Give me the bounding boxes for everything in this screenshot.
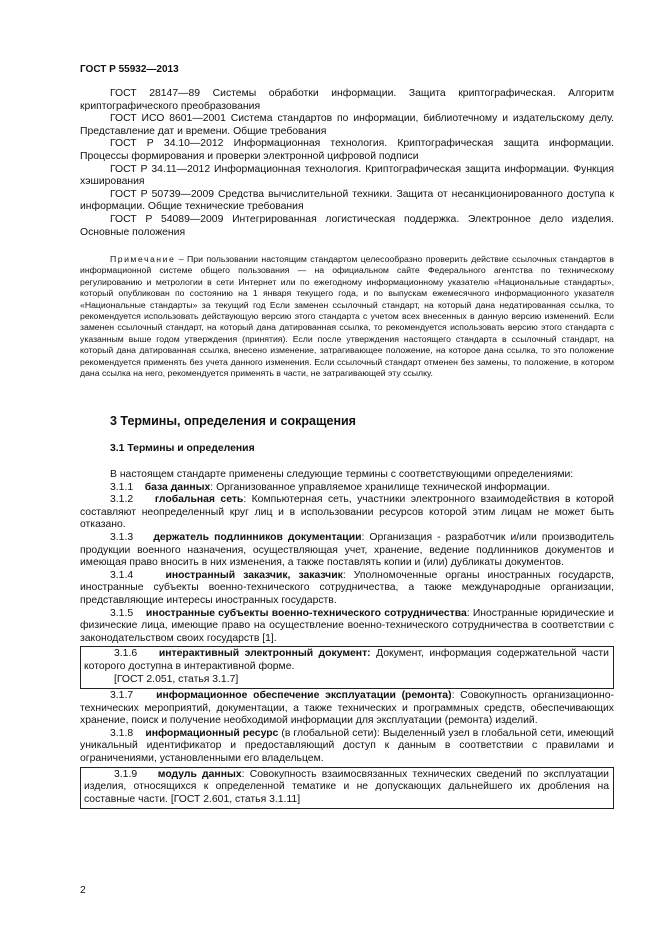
term-name: интерактивный электронный документ: [158, 648, 371, 660]
term-name: иностранные субъекты военно-технического сотрудничества [145, 607, 467, 619]
term-name: модуль данных [157, 768, 242, 780]
term-entry: 3.1.7 информационное обеспечение эксплуатации (ремонта): Совокупность организационно-технических мероприятий, документации, а также технических и программных средств, обеспечивающих хранение, поиск и получение необходимой информации для эксплуатации (ремонта) изделий. [80, 690, 614, 727]
reference-item: ГОСТ 28147—89 Системы обработки информации. Защита криптографическая. Алгоритм криптографического преобразования [80, 88, 614, 112]
term-name: база данных [144, 481, 211, 493]
reference-item: ГОСТ Р 50739—2009 Средства вычислительной техники. Защита от несанкционированного доступа к информации. Общие технические требования [80, 188, 614, 213]
term-entry: 3.1.1 база данных: Организованное управляемое хранилище технической информации. [110, 481, 550, 493]
reference-item: ГОСТ Р 54089—2009 Интегрированная логистическая поддержка. Электронное дело изделия. Основные положения [80, 213, 614, 238]
term-name: информационный ресурс [145, 727, 279, 739]
term-name: держатель подлинников документации [153, 531, 362, 543]
section-title: 3 Термины, определения и сокращения [110, 414, 356, 428]
boxed-term-entry: 3.1.9 модуль данных: Совокупность взаимосвязанных технических сведений по эксплуатации изделия, относящихся к определенной тематике и не допускающих дальнейшего их дробления на составные части. [ГОСТ 2.601, статья 3.1.11] [80, 767, 614, 810]
references-note [80, 254, 614, 379]
reference-item: ГОСТ ИСО 8601—2001 Система стандартов по информации, библиотечному и издательскому делу. Представление дат и времени. Общие требования [80, 113, 614, 137]
note-label: Примечание [110, 254, 176, 264]
note-text: – При пользовании настоящим стандартом целесообразно проверить действие ссылочных стандартов в информационной системе общего пользования — на официальном сайте Федерального агентства по техническому регулированию и метрологии в сети Интернет или по ежегодному информационному указателю «Национальные стандарты», который опубликован по состоянию на 1 января текущего года, и по выпускам ежемесячного информационного указателя «Национальные стандарты» за текущий год Если заменен ссылочный стандарт, на который дана недатированная ссылка, то рекомендуется использовать действующую версию этого стандарта с учетом всех внесенных в данную версию изменений. Если заменен ссылочный стандарт, на который дана датированная ссылка, то рекомендуется использовать версию этого стандарта с указанным выше годом утверждения (принятия). Если после утверждения настоящего стандарта в ссылочный стандарт, на который дана датированная ссылка, внесено изменение, затрагивающее положение, на которое дана ссылка, то это положение рекомендуется применять без учета данного изменения. Если ссылочный стандарт отменен без замены, то положение, в котором дана ссылка на него, рекомендуется применять в части, не затрагивающей эту ссылку. [80, 254, 614, 379]
reference-item: ГОСТ Р 34.10—2012 Информационная технология. Криптографическая защита информации. Процессы формирования и проверки электронной цифровой подписи [80, 138, 614, 162]
reference-item: ГОСТ Р 34.11—2012 Информационная технология. Криптографическая защита информации. Функция хэширования [80, 163, 614, 188]
term-name: глобальная сеть [154, 494, 244, 506]
term-entry: 3.1.8 информационный ресурс (в глобальной сети): Выделенный узел в глобальной сети, имеющий уникальный идентификатор и предоставляющий доступ к данным в соответствии с правилами и ограничениями, установленными его владельцем. [80, 727, 614, 765]
subsection-title: 3.1 Термины и определения [110, 443, 255, 454]
term-name: иностранный заказчик, заказчик [165, 569, 343, 581]
boxed-term-entry: 3.1.6 интерактивный электронный документ: Документ, информация содержательной части которого доступна в интерактивной форме. [ГОСТ 2.051, статья 3.1.7] [80, 646, 614, 689]
term-entry: 3.1.3 держатель подлинников документации: Организация - разработчик и/или производитель продукции военного назначения, осуществляющая учет, хранение, ведение подлинников документов и имеющая право вносить в них изменения, а также поставлять копии и (или) дубликаты документов. [80, 531, 614, 569]
term-entry: 3.1.5 иностранные субъекты военно-технического сотрудничества: Иностранные юридические и физические лица, имеющие право на осуществление военно-технического сотрудничества в соответствии с законодательством своих государств [1]. [80, 607, 614, 644]
term-reference: [ГОСТ 2.051, статья 3.1.7] [114, 673, 239, 685]
term-entry: 3.1.2 глобальная сеть: Компьютерная сеть, участники электронного взаимодействия в которой составляют неопределенный круг лиц и в использовании ресурсов которой этим лицам не может быть отказано. [80, 494, 614, 531]
terms-intro: В настоящем стандарте применены следующие термины с соответствующими определениями: [110, 469, 574, 480]
normative-references [80, 88, 614, 239]
document-code: ГОСТ Р 55932—2013 [80, 64, 179, 75]
terms-list [80, 469, 614, 810]
page-number: 2 [80, 885, 86, 896]
term-name: информационное обеспечение эксплуатации (ремонта) [156, 690, 452, 702]
term-entry: 3.1.4 иностранный заказчик, заказчик: Уполномоченные органы иностранных государств, иностранные субъекты военно-технического сотрудничества, а также международные организации, представляющие интересы иностранных государств. [80, 569, 614, 606]
